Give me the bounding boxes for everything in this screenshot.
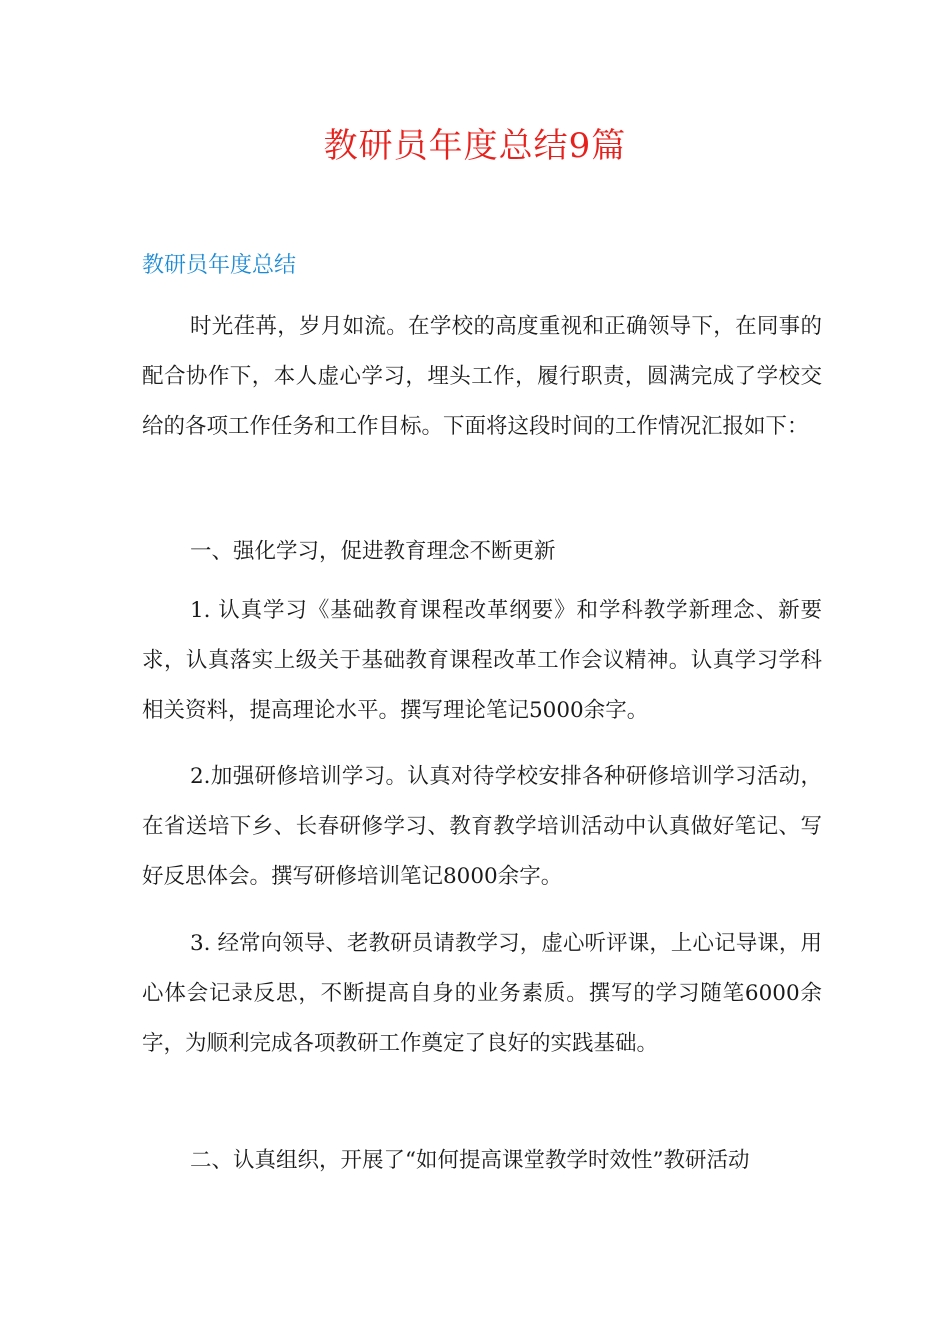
paragraph-item-2: 2.加强研修培训学习。认真对待学校安排各种研修培训学习活动，在省送培下乡、长春研修学习、教育教学培训活动中认真做好笔记、写好反思体会。撰写研修培训笔记8000余字。: [142, 764, 822, 889]
paragraph-section-two-heading: 二、认真组织，开展了“如何提高课堂教学时效性”教研活动: [190, 1148, 750, 1173]
paragraph-intro: 时光荏苒，岁月如流。在学校的高度重视和正确领导下，在同事的配合协作下，本人虚心学习，埋头工作，履行职责，圆满完成了学校交给的各项工作任务和工作目标。下面将这段时间的工作情况汇报如下：: [142, 314, 822, 439]
document-title: 教研员年度总结9篇: [323, 126, 627, 166]
paragraph-item-1: 1. 认真学习《基础教育课程改革纲要》和学科教学新理念、新要求，认真落实上级关于基础教育课程改革工作会议精神。认真学习学科相关资料，提高理论水平。撰写理论笔记5000余字。: [142, 598, 822, 723]
paragraph-item-3: 3. 经常向领导、老教研员请教学习，虚心听评课，上心记导课，用心体会记录反思，不断提高自身的业务素质。撰写的学习随笔6000余字，为顺利完成各项教研工作奠定了良好的实践基础。: [142, 931, 822, 1056]
section-heading: 教研员年度总结: [142, 253, 297, 278]
paragraph-section-one-heading: 一、强化学习，促进教育理念不断更新: [190, 539, 556, 564]
